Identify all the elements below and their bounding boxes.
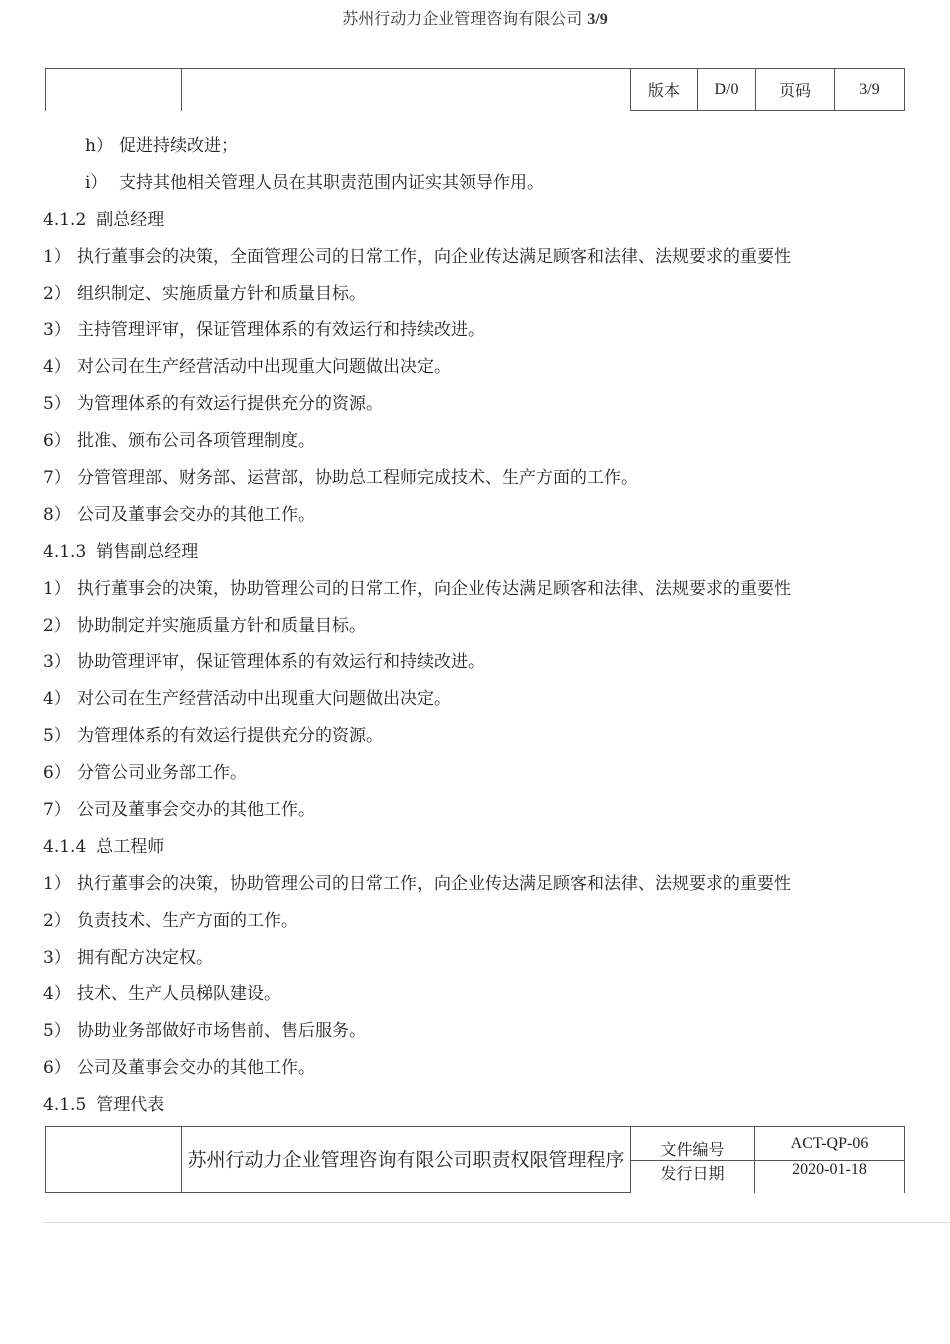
item-number: 3） [43, 652, 71, 673]
item-text: 促进持续改进； [119, 136, 238, 156]
list-item [43, 866, 923, 903]
item-number: 1） [43, 873, 71, 894]
list-item [43, 349, 923, 386]
item-text: 主持管理评审，保证管理体系的有效运行和持续改进。 [77, 320, 485, 341]
item-text: 负责技术、生产方面的工作。 [77, 910, 298, 931]
section-number: 4.1.2 [43, 209, 87, 230]
item-number: 4） [43, 357, 71, 378]
section-heading [43, 534, 923, 571]
list-item [43, 718, 923, 755]
document-title: 苏州行动力企业管理咨询有限公司职责权限管理程序 [182, 1127, 631, 1193]
item-text: 协助管理评审，保证管理体系的有效运行和持续改进。 [77, 652, 485, 673]
list-item [43, 1050, 923, 1087]
list-item [43, 1013, 923, 1050]
item-number: 1） [43, 246, 71, 267]
section-heading [43, 829, 923, 866]
item-number: 3） [43, 947, 71, 968]
item-number: i） [85, 172, 108, 193]
page-header [0, 6, 950, 29]
page-value: 3/9 [835, 69, 905, 111]
item-number: 5） [43, 1021, 71, 1042]
list-item [43, 276, 923, 313]
section-title: 销售副总经理 [96, 541, 199, 562]
item-text: 拥有配方决定权。 [77, 947, 213, 968]
item-text: 执行董事会的决策，全面管理公司的日常工作，向企业传达满足顾客和法律、法规要求的重要性 [77, 246, 791, 267]
page-bottom-divider [43, 1222, 950, 1223]
version-value: D/0 [698, 69, 756, 111]
header-company: 苏州行动力企业管理咨询有限公司 [342, 9, 583, 28]
list-item [43, 460, 923, 497]
list-item [43, 571, 923, 608]
section-number: 4.1.4 [43, 836, 87, 857]
document-footer-table [45, 1126, 905, 1193]
doc-number-value: ACT-QP-06 [755, 1127, 905, 1161]
item-text: 公司及董事会交办的其他工作。 [77, 1058, 315, 1079]
item-text: 协助制定并实施质量方针和质量目标。 [77, 615, 366, 636]
list-item [43, 423, 923, 460]
footer-logo-cell [46, 1127, 182, 1193]
item-number: 2） [43, 910, 71, 931]
item-number: 7） [43, 800, 71, 821]
version-label: 版本 [631, 69, 698, 111]
item-text: 对公司在生产经营活动中出现重大问题做出决定。 [77, 689, 451, 710]
doc-number-label: 文件编号 [631, 1127, 755, 1161]
section-title: 管理代表 [96, 1095, 165, 1116]
section-number: 4.1.5 [43, 1095, 87, 1116]
item-text: 执行董事会的决策，协助管理公司的日常工作，向企业传达满足顾客和法律、法规要求的重要性 [77, 578, 791, 599]
item-text: 批准、颁布公司各项管理制度。 [77, 431, 315, 452]
item-text: 分管管理部、财务部、运营部，协助总工程师完成技术、生产方面的工作。 [77, 468, 638, 489]
list-item [43, 497, 923, 534]
item-number: 6） [43, 431, 71, 452]
section-title: 总工程师 [96, 836, 165, 857]
item-number: 5） [43, 726, 71, 747]
page-label: 页码 [756, 69, 835, 111]
document-body [43, 128, 923, 1124]
item-text: 对公司在生产经营活动中出现重大问题做出决定。 [77, 357, 451, 378]
item-text: 支持其他相关管理人员在其职责范围内证实其领导作用。 [119, 172, 544, 193]
item-number: h） [85, 136, 113, 156]
list-item [43, 755, 923, 792]
item-number: 3） [43, 320, 71, 341]
item-number: 8） [43, 504, 71, 525]
list-item [43, 976, 923, 1013]
title-cell [182, 69, 631, 111]
list-item [43, 128, 923, 165]
item-number: 5） [43, 394, 71, 415]
list-item [43, 644, 923, 681]
list-item [43, 312, 923, 349]
section-heading [43, 202, 923, 239]
item-text: 技术、生产人员梯队建设。 [77, 984, 281, 1005]
item-text: 公司及董事会交办的其他工作。 [77, 800, 315, 821]
item-number: 6） [43, 1058, 71, 1079]
item-text: 协助业务部做好市场售前、售后服务。 [77, 1021, 366, 1042]
item-text: 组织制定、实施质量方针和质量目标。 [77, 283, 366, 304]
list-item [43, 239, 923, 276]
list-item [43, 792, 923, 829]
document-header-table [45, 68, 905, 111]
section-title: 副总经理 [96, 209, 165, 230]
logo-cell [46, 69, 182, 111]
list-item [43, 940, 923, 977]
item-text: 为管理体系的有效运行提供充分的资源。 [77, 394, 383, 415]
item-number: 6） [43, 763, 71, 784]
list-item [43, 608, 923, 645]
item-number: 7） [43, 468, 71, 489]
item-text: 执行董事会的决策，协助管理公司的日常工作，向企业传达满足顾客和法律、法规要求的重要性 [77, 873, 791, 894]
issue-date-label: 发行日期 [631, 1161, 755, 1193]
item-number: 4） [43, 689, 71, 710]
item-number: 2） [43, 615, 71, 636]
item-text: 分管公司业务部工作。 [77, 763, 247, 784]
item-number: 1） [43, 578, 71, 599]
item-text: 公司及董事会交办的其他工作。 [77, 504, 315, 525]
item-number: 4） [43, 984, 71, 1005]
item-text: 为管理体系的有效运行提供充分的资源。 [77, 726, 383, 747]
item-number: 2） [43, 283, 71, 304]
list-item [43, 903, 923, 940]
list-item [43, 165, 923, 202]
section-number: 4.1.3 [43, 541, 87, 562]
section-heading [43, 1087, 923, 1124]
list-item [43, 681, 923, 718]
issue-date-value: 2020-01-18 [755, 1161, 905, 1193]
list-item [43, 386, 923, 423]
header-page-number: 3/9 [587, 11, 608, 28]
